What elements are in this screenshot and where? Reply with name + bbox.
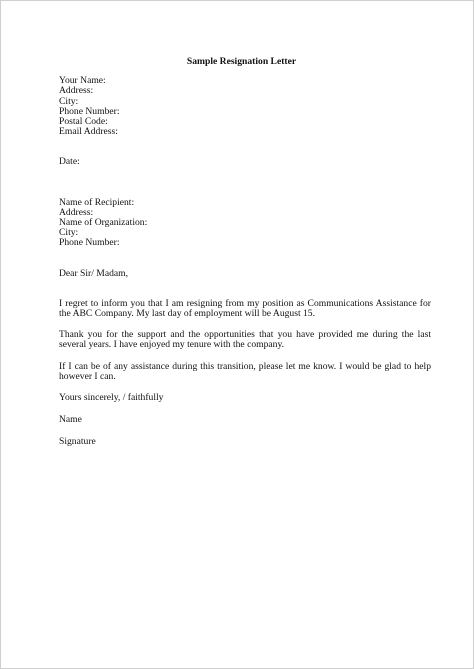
name-line: Name (59, 414, 82, 426)
sender-name-field: Your Name: (59, 75, 106, 87)
sender-city-field: City: (59, 95, 79, 107)
recipient-phone-field: Phone Number: (59, 237, 120, 249)
sender-address-field: Address: (59, 85, 94, 97)
recipient-block (59, 198, 439, 249)
signature-line: Signature (59, 436, 96, 448)
sender-email-field: Email Address: (59, 126, 118, 138)
sender-block (59, 76, 439, 137)
body-paragraph-resignation: I regret to inform you that I am resigning from my position as Communications Assistance for the ABC Company. My last day of employment will be August 15. (59, 297, 431, 320)
letter-title: Sample Resignation Letter (186, 56, 297, 67)
recipient-city-field: City: (59, 227, 79, 239)
sender-phone-field: Phone Number: (59, 105, 120, 117)
resignation-letter (59, 57, 439, 448)
sender-postal-code-field: Postal Code: (59, 116, 108, 128)
recipient-address-field: Address: (59, 206, 94, 218)
recipient-name-field: Name of Recipient: (59, 196, 135, 208)
recipient-organization-field: Name of Organization: (59, 217, 148, 229)
date-field: Date: (59, 156, 80, 168)
body-paragraph-assistance: If I can be of any assistance during this transition, please let me know. I would be glad to help however I can. (59, 360, 431, 382)
closing: Yours sincerely, / faithfully (59, 392, 164, 404)
body-paragraph-thanks: Thank you for the support and the opportunities that you have provided me during the last several years. I have enjoyed my tenure with the company. (59, 329, 431, 351)
salutation: Dear Sir/ Madam, (59, 267, 129, 279)
